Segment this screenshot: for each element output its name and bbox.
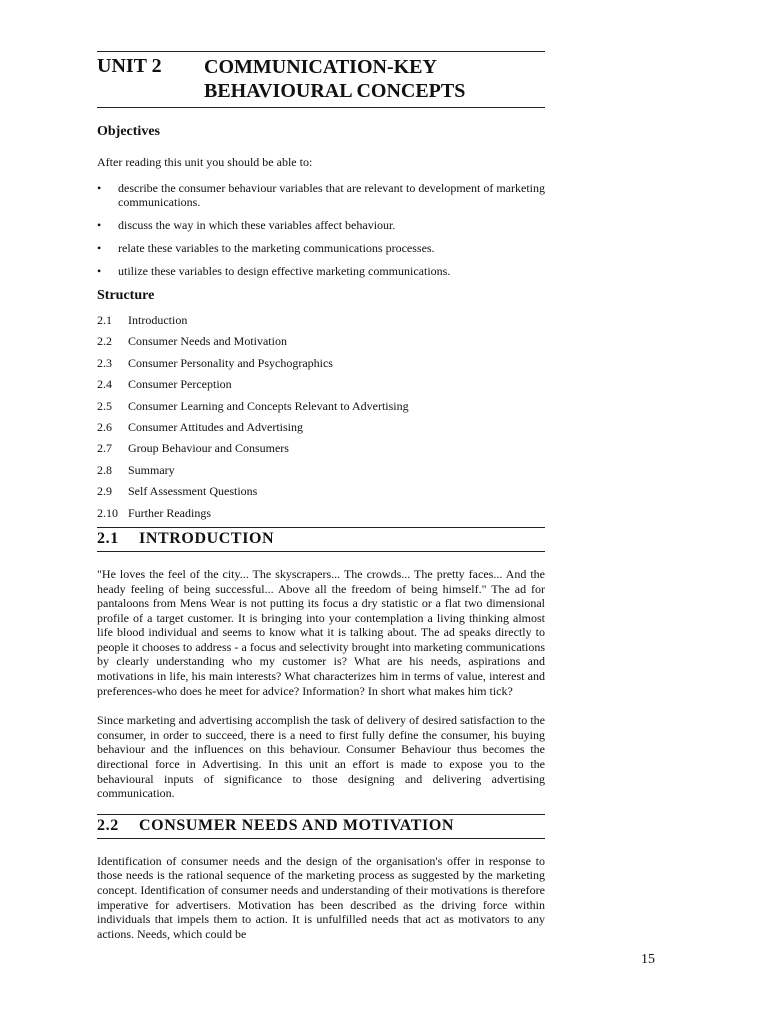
structure-item-title: Consumer Personality and Psychographics (128, 355, 333, 370)
structure-item-number: 2.7 (97, 441, 112, 456)
structure-item (97, 463, 545, 477)
unit-title-line-1: COMMUNICATION-KEY (204, 56, 437, 78)
objectives-list (97, 181, 545, 278)
structure-item-title: Consumer Learning and Concepts Relevant to Advertising (128, 398, 409, 413)
objective-text: discuss the way in which these variables affect behaviour. (118, 218, 396, 232)
unit-header (97, 51, 545, 108)
structure-item (97, 441, 545, 455)
structure-item-title: Introduction (128, 313, 188, 327)
objective-item (97, 218, 545, 232)
structure-heading: Structure (97, 288, 155, 303)
structure-item-title: Further Readings (128, 505, 211, 520)
intro-paragraph-2: Since marketing and advertising accomplish the task of delivery of desired satisfaction to the consumer, in order to succeed, there is a need to first fully define the consumer, his buying behaviour and the influences on this behaviour. Consumer Behaviour thus becomes the directional force in Advertising. In this unit an effort is made to expose you to the behavioural inputs of significance to those designing and delivering advertising communication. (97, 713, 545, 801)
section-bottom-rule (97, 551, 545, 552)
unit-title (204, 55, 545, 103)
structure-item-number: 2.4 (97, 377, 112, 392)
objective-item (97, 241, 545, 255)
objectives-heading: Objectives (97, 124, 160, 139)
section-2-2-header (97, 814, 545, 839)
structure-item (97, 313, 545, 327)
section-number: 2.2 (97, 816, 119, 834)
structure-item (97, 356, 545, 370)
unit-title-line-2: BEHAVIOURAL CONCEPTS (204, 80, 466, 102)
bullet-icon: • (97, 181, 102, 195)
structure-item-number: 2.6 (97, 419, 112, 434)
structure-item-number: 2.10 (97, 505, 118, 520)
structure-item (97, 420, 545, 434)
section-title: CONSUMER NEEDS AND MOTIVATION (139, 816, 455, 834)
bullet-icon: • (97, 264, 102, 278)
structure-item-title: Consumer Perception (128, 377, 232, 392)
structure-item-title: Summary (128, 462, 175, 477)
page-number: 15 (641, 952, 655, 967)
structure-item (97, 506, 545, 520)
objective-item (97, 181, 545, 209)
unit-bottom-rule (97, 107, 545, 108)
structure-list (97, 313, 545, 520)
structure-item (97, 334, 545, 348)
section-2-1-header (97, 527, 545, 552)
structure-item (97, 399, 545, 413)
structure-item-title: Group Behaviour and Consumers (128, 441, 289, 456)
structure-item-title: Consumer Attitudes and Advertising (128, 419, 303, 434)
section-title-row (97, 815, 545, 838)
needs-paragraph-1: Identification of consumer needs and the design of the organisation's offer in response to those needs is the rational sequence of the marketing process as suggested by the marketing concept. Identification of consumer needs and understanding of their motivations is therefore imperative for advertisers. Motivation has been described as the driving force within individuals that impels them to action. It is unfulfilled needs that act as motivators to any actions. Needs, which could be (97, 853, 545, 941)
objective-item (97, 264, 545, 278)
bullet-icon: • (97, 218, 102, 232)
objective-text: relate these variables to the marketing communications processes. (118, 241, 435, 255)
bullet-icon: • (97, 241, 102, 255)
structure-item-title: Self Assessment Questions (128, 484, 258, 499)
objectives-intro: After reading this unit you should be able to: (97, 155, 313, 169)
structure-item-number: 2.9 (97, 484, 112, 499)
section-title: INTRODUCTION (139, 529, 275, 547)
objective-text: describe the consumer behaviour variables that are relevant to development of marketing communications. (118, 181, 545, 209)
structure-item-number: 2.2 (97, 334, 112, 349)
intro-paragraph-1: "He loves the feel of the city... The skyscrapers... The crowds... The pretty faces... And the heady feeling of being successful... Above all the freedom of being himself." The ad for pantaloons from Mens Wear is not putting its focus a dry statistic or a flat two dimensional profile of a target customer. It is bringing into your contemplation a living thinking almost life blood individual and seems to know what it is talking about. The ad speaks directly to people it chooses to address - a focus and selectivity brought into marketing communications by clearly understanding who my customer is? What are his needs, aspirations and motivations in life, his main interests? What characterizes him in terms of value, interest and preferences-who does he meet for advice? Information? In short what makes him tick? (97, 566, 545, 698)
section-title-row (97, 528, 545, 551)
structure-item-number: 2.3 (97, 355, 112, 370)
objective-text: utilize these variables to design effective marketing communications. (118, 264, 451, 278)
structure-item (97, 484, 545, 498)
unit-number: UNIT 2 (97, 55, 162, 77)
structure-item-number: 2.1 (97, 313, 112, 327)
section-bottom-rule (97, 838, 545, 839)
structure-item-title: Consumer Needs and Motivation (128, 334, 287, 349)
structure-item-number: 2.8 (97, 462, 112, 477)
section-number: 2.1 (97, 529, 119, 547)
structure-item (97, 377, 545, 391)
unit-title-row (97, 52, 545, 103)
structure-item-number: 2.5 (97, 398, 112, 413)
document-page (97, 0, 545, 941)
